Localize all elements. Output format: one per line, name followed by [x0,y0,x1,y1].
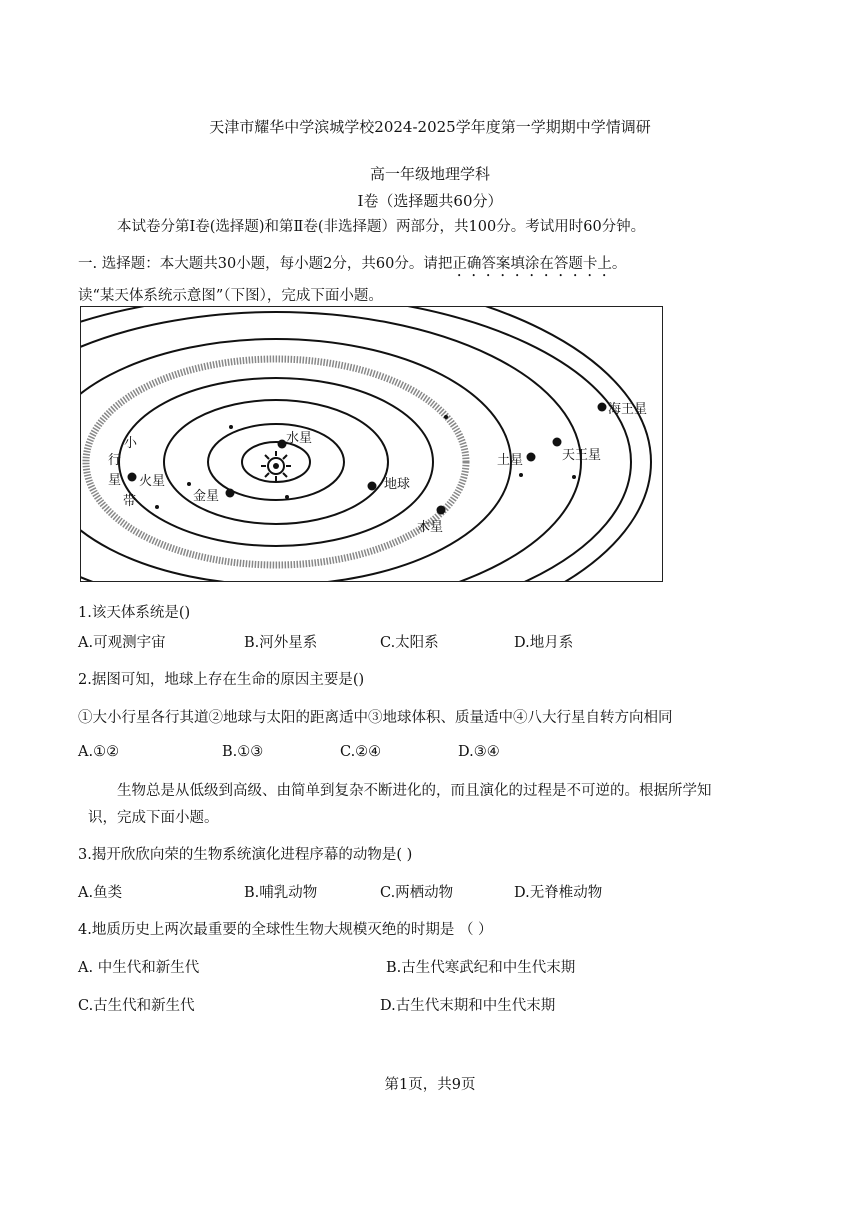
section-instruction-emphasis: 正确答案填涂在答题卡上 [452,256,612,272]
passage-line-1: 生物总是从低级到高级、由简单到复杂不断进化的，而且演化的过程是不可逆的。根据所学知 [117,783,712,799]
jupiter-planet [437,506,446,515]
earth-planet [368,482,377,491]
volume-title: Ⅰ卷（选择题共60分） [357,192,503,210]
neptune-planet [598,403,607,412]
question-4-stem: 4.地质历史上两次最重要的全球性生物大规模灭绝的时期是 （ ） [78,922,493,938]
solar-system-figure [80,306,663,582]
question-3-option-c: C.两栖动物 [380,885,454,901]
label-asteroid-3: 星 [108,473,122,488]
exam-intro: 本试卷分第Ⅰ卷(选择题)和第Ⅱ卷(非选择题）两部分，共100分。考试用时60分钟。 [117,219,646,235]
label-asteroid-2: 行 [108,453,122,468]
label-mars: 火星 [139,474,166,489]
label-jupiter: 木星 [417,520,444,535]
label-uranus: 天王星 [562,448,602,463]
figure-caption: 读“某天体系统示意图”（下图），完成下面小题。 [78,288,383,304]
subject-title: 高一年级地理学科 [369,165,490,183]
label-venus: 金星 [193,489,220,504]
venus-planet [226,489,235,498]
uranus-orbit [81,307,631,582]
saturn-planet [527,453,536,462]
question-1-option-c: C.太阳系 [380,635,439,651]
question-2-option-d: D.③④ [458,744,500,760]
question-1-option-d: D.地月系 [514,635,574,651]
passage-line-2: 识，完成下面小题。 [88,810,219,826]
solar-system-diagram [81,307,663,582]
question-4-option-a: A. 中生代和新生代 [78,960,200,976]
question-2-stem: 2.据图可知，地球上存在生命的原因主要是() [78,672,365,688]
question-2-statement: ①大小行星各行其道②地球与太阳的距离适中③地球体积、质量适中④八大行星自转方向相同 [78,710,673,726]
question-1-option-a: A.可观测宇宙 [78,635,166,651]
label-saturn: 土星 [497,453,524,468]
mars-planet [128,473,137,482]
sun-icon [261,451,291,481]
question-2-option-a: A.①② [78,744,120,760]
question-2-option-c: C.②④ [340,744,382,760]
question-1-option-b: B.河外星系 [244,635,318,651]
label-asteroid-4: 带 [123,494,137,509]
label-neptune: 海王星 [608,402,648,417]
label-earth: 地球 [384,477,411,492]
section-instruction-suffix: 。 [611,256,627,272]
exam-title: 天津市耀华中学滨城学校2024-2025学年度第一学期期中学情调研 [209,118,651,136]
uranus-planet [553,438,562,447]
question-3-option-d: D.无脊椎动物 [514,885,603,901]
question-2-option-b: B.①③ [222,744,264,760]
section-instruction [78,252,626,280]
question-3-stem: 3.揭开欣欣向荣的生物系统演化进程序幕的动物是( ) [78,847,413,863]
section-instruction-prefix: 一. 选择题：本大题共30小题，每小题2分，共60分。请把 [78,256,453,272]
question-3-option-a: A.鱼类 [78,885,123,901]
question-3-option-b: B.哺乳动物 [244,885,318,901]
label-asteroid-1: 小 [124,436,138,451]
question-4-option-b: B.古生代寒武纪和中生代末期 [386,960,576,976]
label-mercury: 水星 [286,431,313,446]
question-4-option-d: D.古生代末期和中生代末期 [380,998,556,1014]
page-number: 第1页，共9页 [384,1077,476,1093]
question-4-option-c: C.古生代和新生代 [78,998,195,1014]
question-1-stem: 1.该天体系统是() [78,605,191,621]
